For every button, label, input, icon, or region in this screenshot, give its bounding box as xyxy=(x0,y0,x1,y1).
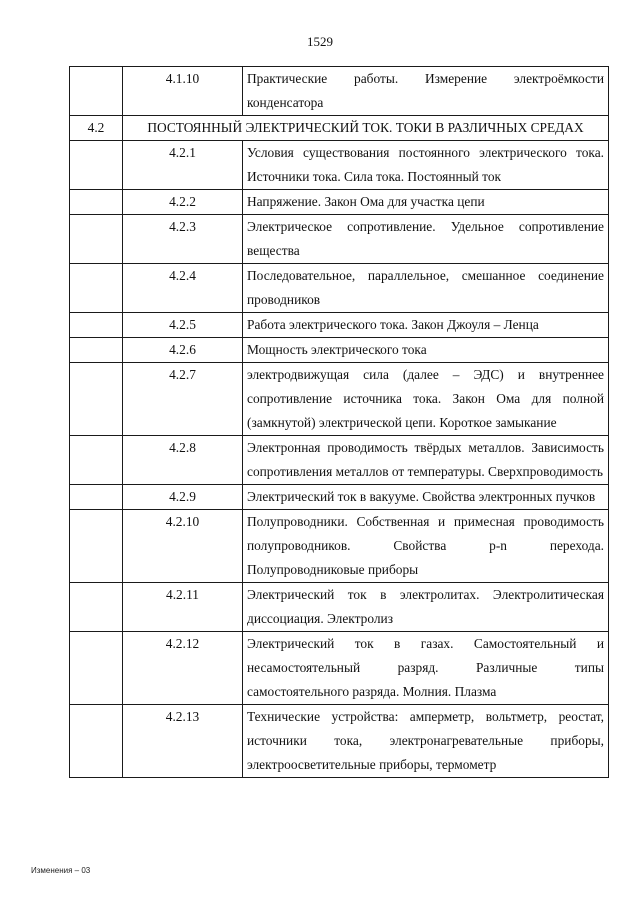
item-number: 4.2.4 xyxy=(123,264,243,313)
table-row xyxy=(70,141,609,190)
content-table xyxy=(69,66,609,778)
item-text: Последовательное, параллельное, смешанное соединение проводников xyxy=(243,264,609,313)
table-row xyxy=(70,338,609,363)
item-text: Мощность электрического тока xyxy=(243,338,609,363)
table-row xyxy=(70,705,609,778)
item-text: Полупроводники. Собственная и примесная проводимость полупроводников. Свойства p-n перехода. Полупроводниковые приборы xyxy=(243,510,609,583)
page-number: 1529 xyxy=(307,34,333,49)
item-text: Электрический ток в вакууме. Свойства электронных пучков xyxy=(243,485,609,510)
empty-cell xyxy=(70,485,123,510)
item-number: 4.2.9 xyxy=(123,485,243,510)
empty-cell xyxy=(70,705,123,778)
item-number: 4.2.1 xyxy=(123,141,243,190)
item-number: 4.2.3 xyxy=(123,215,243,264)
empty-cell xyxy=(70,67,123,116)
empty-cell xyxy=(70,313,123,338)
empty-cell xyxy=(70,436,123,485)
footer-revision: Изменения – 03 xyxy=(31,866,91,875)
item-number: 4.2.13 xyxy=(123,705,243,778)
empty-cell xyxy=(70,632,123,705)
item-text: Практические работы. Измерение электроёмкости конденсатора xyxy=(243,67,609,116)
table-row xyxy=(70,67,609,116)
table-row xyxy=(70,190,609,215)
empty-cell xyxy=(70,338,123,363)
item-number: 4.2.11 xyxy=(123,583,243,632)
item-text: Электрическое сопротивление. Удельное сопротивление вещества xyxy=(243,215,609,264)
item-text: Технические устройства: амперметр, вольтметр, реостат, источники тока, электронагревательные приборы, электроосветительные приборы, термометр xyxy=(243,705,609,778)
item-text: Электрический ток в газах. Самостоятельный и несамостоятельный разряд. Различные типы самостоятельного разряда. Молния. Плазма xyxy=(243,632,609,705)
table-row xyxy=(70,583,609,632)
item-number: 4.1.10 xyxy=(123,67,243,116)
empty-cell xyxy=(70,141,123,190)
empty-cell xyxy=(70,215,123,264)
empty-cell xyxy=(70,363,123,436)
table-row xyxy=(70,485,609,510)
item-text: Условия существования постоянного электрического тока. Источники тока. Сила тока. Постоянный ток xyxy=(243,141,609,190)
section-number: 4.2 xyxy=(70,116,123,141)
item-number: 4.2.7 xyxy=(123,363,243,436)
section-title: ПОСТОЯННЫЙ ЭЛЕКТРИЧЕСКИЙ ТОК. ТОКИ В РАЗЛИЧНЫХ СРЕДАХ xyxy=(123,116,609,141)
table-row xyxy=(70,510,609,583)
item-text: электродвижущая сила (далее – ЭДС) и внутреннее сопротивление источника тока. Закон Ома для полной (замкнутой) электрической цепи. Короткое замыкание xyxy=(243,363,609,436)
item-number: 4.2.2 xyxy=(123,190,243,215)
item-number: 4.2.8 xyxy=(123,436,243,485)
item-number: 4.2.6 xyxy=(123,338,243,363)
item-number: 4.2.12 xyxy=(123,632,243,705)
item-text: Работа электрического тока. Закон Джоуля – Ленца xyxy=(243,313,609,338)
table-row xyxy=(70,436,609,485)
empty-cell xyxy=(70,190,123,215)
table-row xyxy=(70,363,609,436)
item-text: Электронная проводимость твёрдых металлов. Зависимость сопротивления металлов от температуры. Сверхпроводимость xyxy=(243,436,609,485)
section-row xyxy=(70,116,609,141)
empty-cell xyxy=(70,264,123,313)
empty-cell xyxy=(70,583,123,632)
table-row xyxy=(70,264,609,313)
table-row xyxy=(70,313,609,338)
table-row xyxy=(70,215,609,264)
item-text: Напряжение. Закон Ома для участка цепи xyxy=(243,190,609,215)
empty-cell xyxy=(70,510,123,583)
item-number: 4.2.10 xyxy=(123,510,243,583)
table-row xyxy=(70,632,609,705)
table-body xyxy=(70,67,609,778)
item-number: 4.2.5 xyxy=(123,313,243,338)
item-text: Электрический ток в электролитах. Электролитическая диссоциация. Электролиз xyxy=(243,583,609,632)
